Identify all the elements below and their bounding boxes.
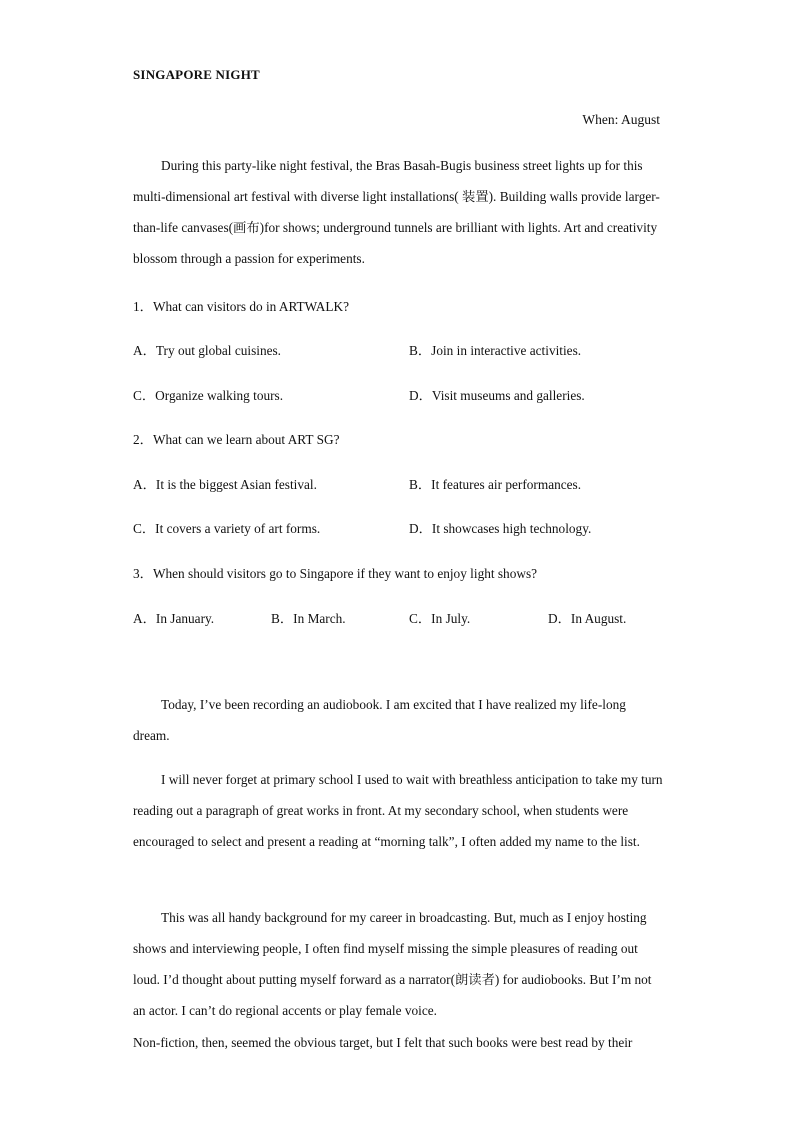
passage-paragraph: During this party-like night festival, the Bras Basah-Bugis business street lights up for this multi-dimensional art festival with diverse light installations( 装置). Building walls provide larger-than-life canvases(画布)for shows; underground tunnels are brilliant with lights. Art and creativity blossom through a passion for experiments. (133, 158, 660, 266)
answer-option: C．In July. (409, 611, 471, 626)
answer-option: A．Try out global cuisines. (133, 343, 281, 358)
answer-option: B．It features air performances. (409, 477, 582, 492)
question-stem: 3．When should visitors go to Singapore if they want to enjoy light shows? (133, 566, 538, 581)
question-stem: 1．What can visitors do in ARTWALK? (133, 299, 349, 314)
question-stem: 2．What can we learn about ART SG? (133, 432, 340, 447)
passage-paragraph: Today, I’ve been recording an audiobook. I am excited that I have realized my life-long dream. (133, 697, 626, 743)
passage-paragraph: I will never forget at primary school I used to wait with breathless anticipation to take my turn reading out a paragraph of great works in front. At my secondary school, when students were encouraged to select and present a reading at “morning talk”, I often added my name to the list. (133, 772, 663, 849)
answer-option: D．Visit museums and galleries. (409, 388, 585, 403)
answer-option: A．In January. (133, 611, 215, 626)
passage-paragraph: This was all handy background for my career in broadcasting. But, much as I enjoy hosting shows and interviewing people, I often find myself missing the simple pleasures of reading out loud. I’d thought about putting myself forward as a narrator(朗读者) for audiobooks. But I’m not an actor. I can’t do regional accents or play female voice. (133, 910, 652, 1018)
event-date: When: August (582, 112, 660, 127)
passage-paragraph: Non-fiction, then, seemed the obvious target, but I felt that such books were best read by their (133, 1035, 633, 1050)
answer-option: B．In March. (271, 611, 346, 626)
answer-option: D．In August. (548, 611, 627, 626)
passage-title: SINGAPORE NIGHT (133, 67, 260, 82)
answer-option: B．Join in interactive activities. (409, 343, 582, 358)
answer-option: A．It is the biggest Asian festival. (133, 477, 317, 492)
answer-option: C．It covers a variety of art forms. (133, 521, 321, 536)
answer-option: C．Organize walking tours. (133, 388, 284, 403)
answer-option: D．It showcases high technology. (409, 521, 592, 536)
